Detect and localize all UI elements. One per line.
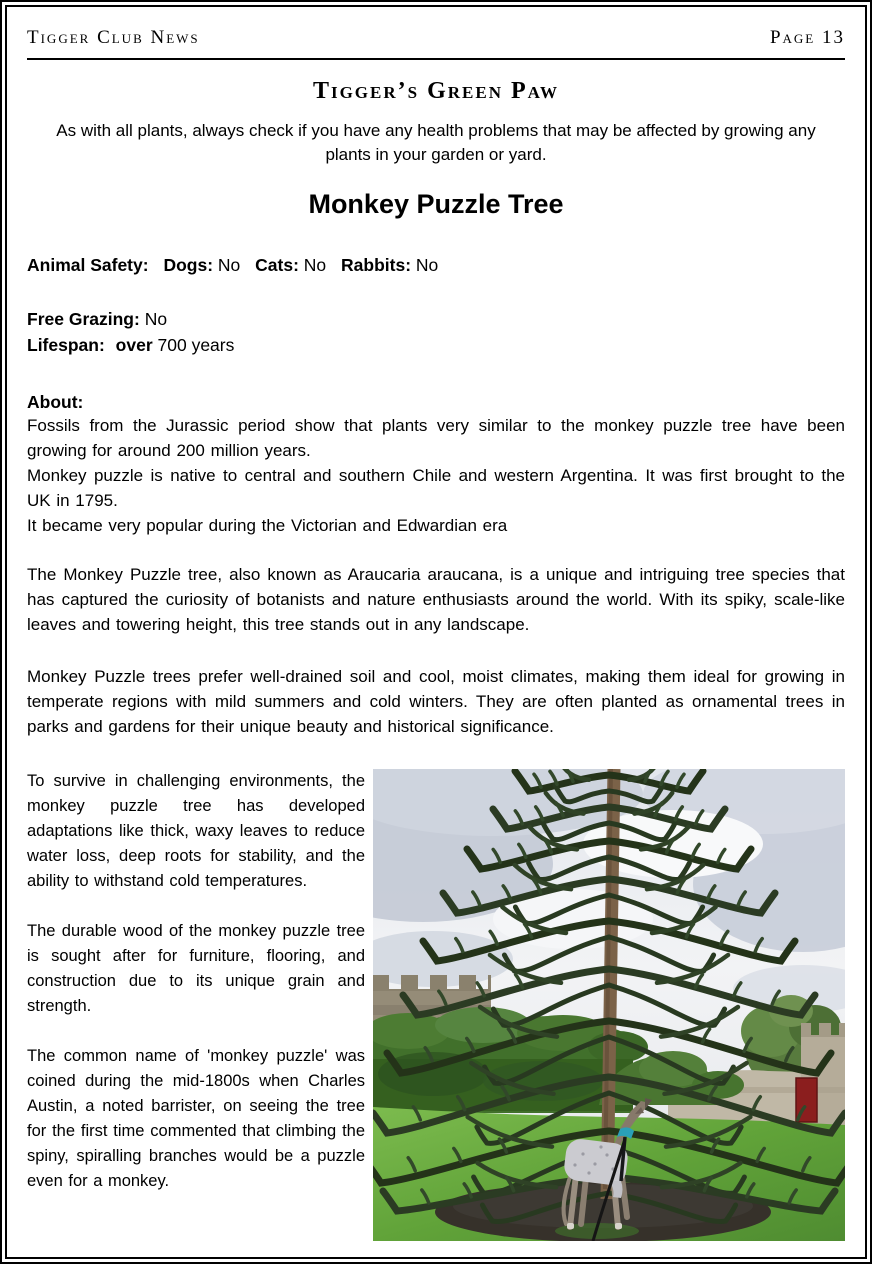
page-inner-frame bbox=[5, 5, 867, 1259]
column-paragraph: The common name of 'monkey puzzle' was coined during the mid-1800s when Charles Austin, a noted barrister, on seeing the tree for the first time commented that climbing the spiny, spiralling branches would be a puzzle even for a monkey. bbox=[27, 1047, 365, 1190]
dog-coat bbox=[563, 1137, 630, 1186]
animal-safety-line bbox=[27, 254, 845, 276]
section-title: Tigger’s Green Paw bbox=[312, 78, 560, 104]
article-title: Monkey Puzzle Tree bbox=[308, 189, 564, 219]
page-number: Page 13 bbox=[769, 27, 845, 48]
dogs-value: No bbox=[217, 255, 241, 275]
dogs-label: Dogs: bbox=[163, 255, 214, 275]
newsletter-title: Tigger Club News bbox=[27, 27, 200, 48]
animal-safety-label: Animal Safety: bbox=[27, 255, 149, 275]
article-photo bbox=[373, 769, 845, 1241]
garden-photo-illustration bbox=[373, 769, 845, 1241]
left-text-column bbox=[27, 769, 365, 1241]
cats-label: Cats: bbox=[255, 255, 299, 275]
cats-value: No bbox=[303, 255, 327, 275]
lifespan-bold: over bbox=[115, 335, 153, 355]
lifespan-line bbox=[27, 334, 845, 356]
free-grazing-label: Free Grazing: bbox=[27, 309, 140, 329]
two-column-section bbox=[27, 769, 845, 1241]
lifespan-value: 700 years bbox=[157, 335, 235, 355]
about-paragraph: It became very popular during the Victorian and Edwardian era bbox=[27, 516, 508, 535]
header-divider bbox=[27, 58, 845, 60]
body-paragraph: The Monkey Puzzle tree, also known as Araucaria araucana, is a unique and intriguing tree species that has captured the curiosity of botanists and nature enthusiasts around the world. With its spiky, scale-like leaves and towering height, this tree stands out in any landscape. bbox=[27, 565, 845, 634]
rabbits-value: No bbox=[415, 255, 439, 275]
about-label: About: bbox=[27, 392, 84, 412]
body-paragraph: Monkey Puzzle trees prefer well-drained soil and cool, moist climates, making them ideal for growing in temperate regions with mild summers and cold winters. They are often planted as ornamental trees in parks and gardens for their unique beauty and historical significance. bbox=[27, 667, 845, 736]
masthead bbox=[27, 27, 845, 49]
free-grazing-value: No bbox=[144, 309, 168, 329]
column-paragraph: To survive in challenging environments, the monkey puzzle tree has developed adaptations like thick, waxy leaves to reduce water loss, deep roots for stability, and the ability to withstand cold temperatures. bbox=[27, 772, 365, 890]
about-paragraph: Monkey puzzle is native to central and southern Chile and western Argentina. It was first brought to the UK in 1795. bbox=[27, 466, 845, 510]
column-paragraph: The durable wood of the monkey puzzle tree is sought after for furniture, flooring, and construction due to its unique grain and strength. bbox=[27, 922, 365, 1015]
rabbits-label: Rabbits: bbox=[341, 255, 412, 275]
intro-note: As with all plants, always check if you have any health problems that may be affected by growing any plants in your garden or yard. bbox=[56, 121, 816, 164]
lifespan-label: Lifespan: bbox=[27, 335, 105, 355]
free-grazing-line bbox=[27, 308, 845, 330]
about-paragraph: Fossils from the Jurassic period show that plants very similar to the monkey puzzle tree have been growing for around 200 million years. bbox=[27, 416, 845, 460]
